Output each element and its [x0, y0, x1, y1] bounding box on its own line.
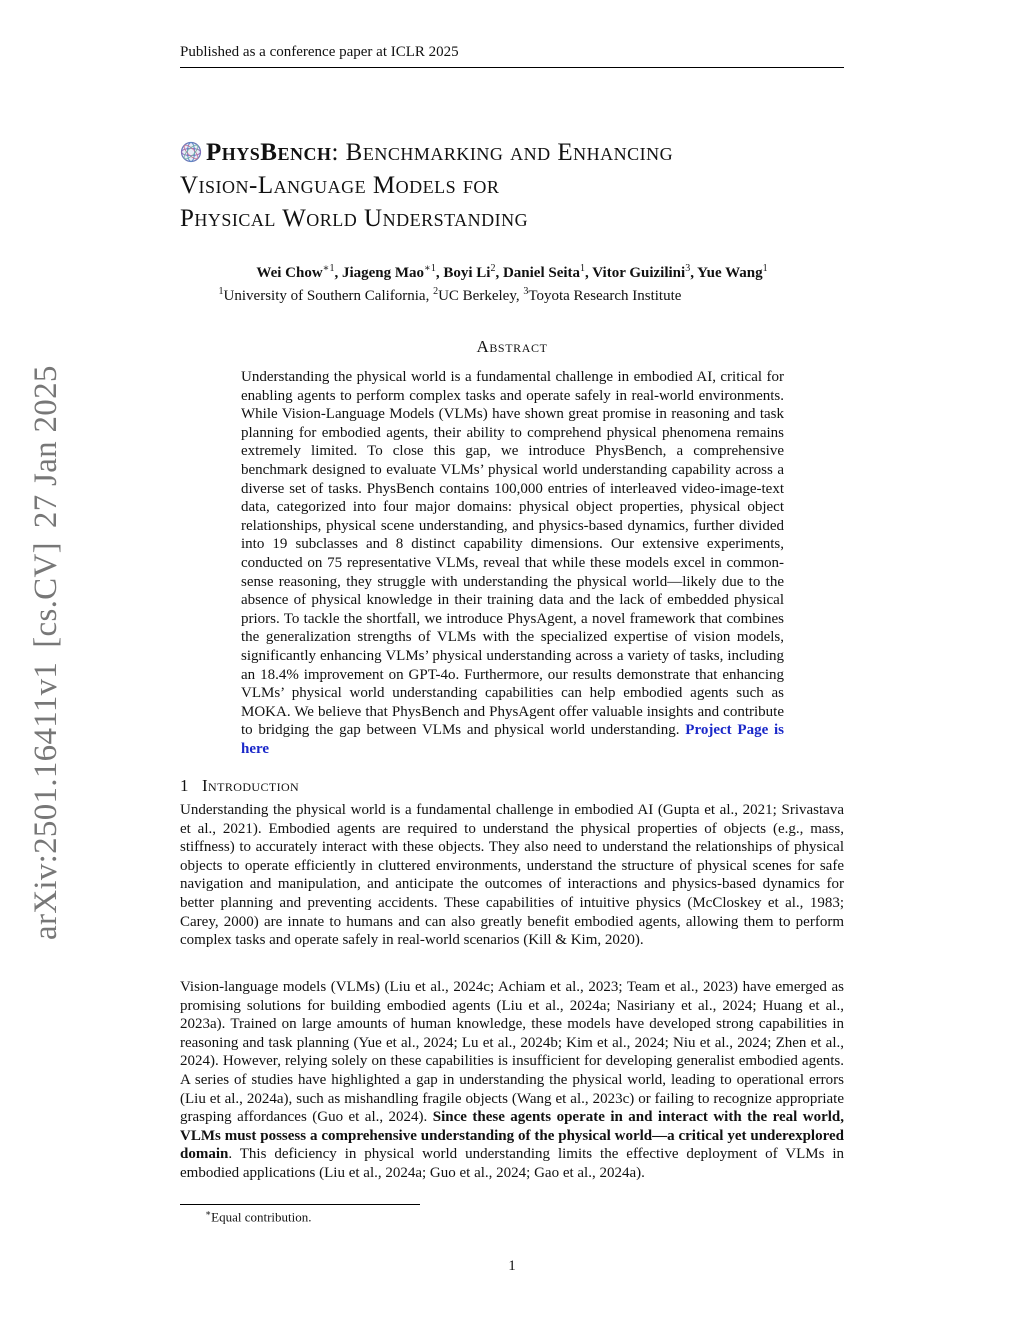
author-separator: , [334, 265, 342, 281]
title-line-2: Vision-Language Models for [180, 172, 500, 199]
author: Jiageng Mao [341, 265, 425, 281]
footnote-mark: ∗ [205, 1208, 212, 1218]
author: Wei Chow [256, 265, 323, 281]
footnote-text: Equal contribution. [211, 1209, 312, 1225]
author-mark: 3 [685, 263, 691, 274]
affiliation-mark: 3 [523, 286, 529, 297]
author: Daniel Seita [502, 265, 581, 281]
author-mark: ∗1 [322, 263, 335, 274]
author: Vitor Guizilini [592, 265, 686, 281]
author-separator: , [495, 265, 503, 281]
section-title: Introduction [202, 776, 300, 795]
author-mark: 2 [490, 263, 496, 274]
author: Boyi Li [443, 265, 491, 281]
running-header: Published as a conference paper at ICLR 2025 [180, 44, 844, 68]
paragraph-text: Vision-language models (VLMs) (Liu et al., 2024c; Achiam et al., 2023; Team et al., 2023) have emerged as promising solutions for building embodied agents (Liu et al., 2024a; Nasiriany et al., 2024; Huang et al., 2023a). Trained on large amounts of human knowledge, these models have developed strong capabilities in reasoning and task planning (Yue et al., 2024; Lu et al., 2024b; Kim et al., 2024; Niu et al., 2024; Zhen et al., 2024). However, relying solely on these capabilities is insufficient for developing generalist embodied agents. A series of studies have highlighted a gap in understanding the physical world, leading to operational errors (Liu et al., 2024a), such as mishandling fragile objects (Wang et al., 2023c) or failing to recognize appropriate grasping affordances (Guo et al., 2024). [180, 979, 844, 1126]
footnote [205, 1208, 312, 1225]
section-heading [180, 776, 844, 796]
author-mark: ∗1 [424, 263, 436, 274]
title-line-1 [180, 136, 860, 169]
affiliation-mark: 2 [433, 286, 439, 297]
affiliation: UC Berkeley, [438, 288, 524, 304]
abstract-body [241, 368, 784, 758]
abstract-heading: Abstract [476, 337, 548, 356]
affiliation: University of Southern California, [223, 288, 434, 304]
author: Yue Wang [697, 265, 763, 281]
author-mark: 1 [762, 263, 768, 274]
author-separator: , [690, 265, 698, 281]
affiliation-mark: 1 [218, 286, 224, 297]
author-mark: 1 [580, 263, 586, 274]
intro-paragraph-2 [180, 978, 844, 1183]
paragraph-text: . This deficiency in physical world understanding limits the effective deployment of VLMs in embodied applications (Liu et al., 2024a; Guo et al., 2024; Gao et al., 2024a). [180, 1146, 844, 1181]
paper-title [180, 136, 860, 235]
paragraph-emphasis: Since these agents operate in and interact with the real world, VLMs must possess a comprehensive understanding of the physical world—a critical yet underexplored domain [180, 1109, 844, 1163]
arxiv-category: [cs.CV] [28, 542, 64, 648]
project-page-link[interactable]: Project Page is here [241, 722, 784, 757]
abstract-text: Understanding the physical world is a fundamental challenge in embodied AI, critical for enabling agents to perform complex tasks and operate safely in real-world environments. While Vision-Language Models (VLMs) have shown great promise in reasoning and task planning for embodied agents, their ability to comprehend physical phenomena remains extremely limited. To close this gap, we introduce PhysBench, a comprehensive benchmark designed to evaluate VLMs’ physical world understanding capability across a diverse set of tasks. PhysBench contains 100,000 entries of interleaved video-image-text data, categorized into four major domains: physical object properties, physical object relationships, physical scene understanding, and physics-based dynamics, further divided into 19 subclasses and 8 distinct capability dimensions. Our extensive experiments, conducted on 75 representative VLMs, reveal that while these models excel in common-sense reasoning, they struggle with understanding the physical world—likely due to the absence of physical knowledge in their training data and the lack of embedded physical priors. To tackle the shortfall, we introduce PhysAgent, a novel framework that combines the generalization strengths of VLMs with the specialized expertise of vision models, significantly enhancing VLMs’ physical understanding across a variety of tasks, including an 18.4% improvement on GPT-4o. Furthermore, our results demonstrate that enhancing VLMs’ physical world understanding capabilities can help embodied agents such as MOKA. We believe that PhysBench and PhysAgent offer valuable insights and contribute to bridging the gap between VLMs and physical world understanding. [241, 369, 784, 739]
author-separator: , [585, 265, 593, 281]
author-separator: , [435, 265, 444, 281]
arxiv-date: 27 Jan 2025 [28, 365, 64, 529]
page-number: 1 [508, 1258, 516, 1274]
title-line-1-rest: : Benchmarking and Enhancing [331, 139, 674, 166]
author-list [180, 263, 844, 282]
arxiv-id: arXiv:2501.16411v1 [28, 661, 64, 940]
intro-paragraph-1: Understanding the physical world is a fundamental challenge in embodied AI (Gupta et al., 2021; Srivastava et al., 2021). Embodied agents are required to understand the physical properties of objects (e.g., mass, stiffness) to accurately interact with these objects. They also need to understand the relationships of physical objects to operate efficiently in cluttered environments, understand the structure of physical scenes for safe navigation and manipulation, and anticipate the outcomes of interactions and physics-based dynamics for better planning and preventing accidents. These capabilities of intuitive physics (McCloskey et al., 1983; Carey, 2000) are innate to humans and can also greatly benefit embodied agents, allowing them to perform complex tasks and operate safely in real-world scenarios (Kill & Kim, 2020). [180, 802, 844, 949]
affiliation: Toyota Research Institute [528, 288, 682, 304]
affiliations [180, 286, 720, 305]
footnote-rule [180, 1204, 420, 1205]
atom-globe-icon [180, 141, 202, 163]
title-line-3: Physical World Understanding [180, 205, 529, 232]
arxiv-stamp [28, 360, 68, 940]
section-number: 1 [180, 776, 189, 795]
benchmark-name: PhysBench [206, 139, 332, 166]
